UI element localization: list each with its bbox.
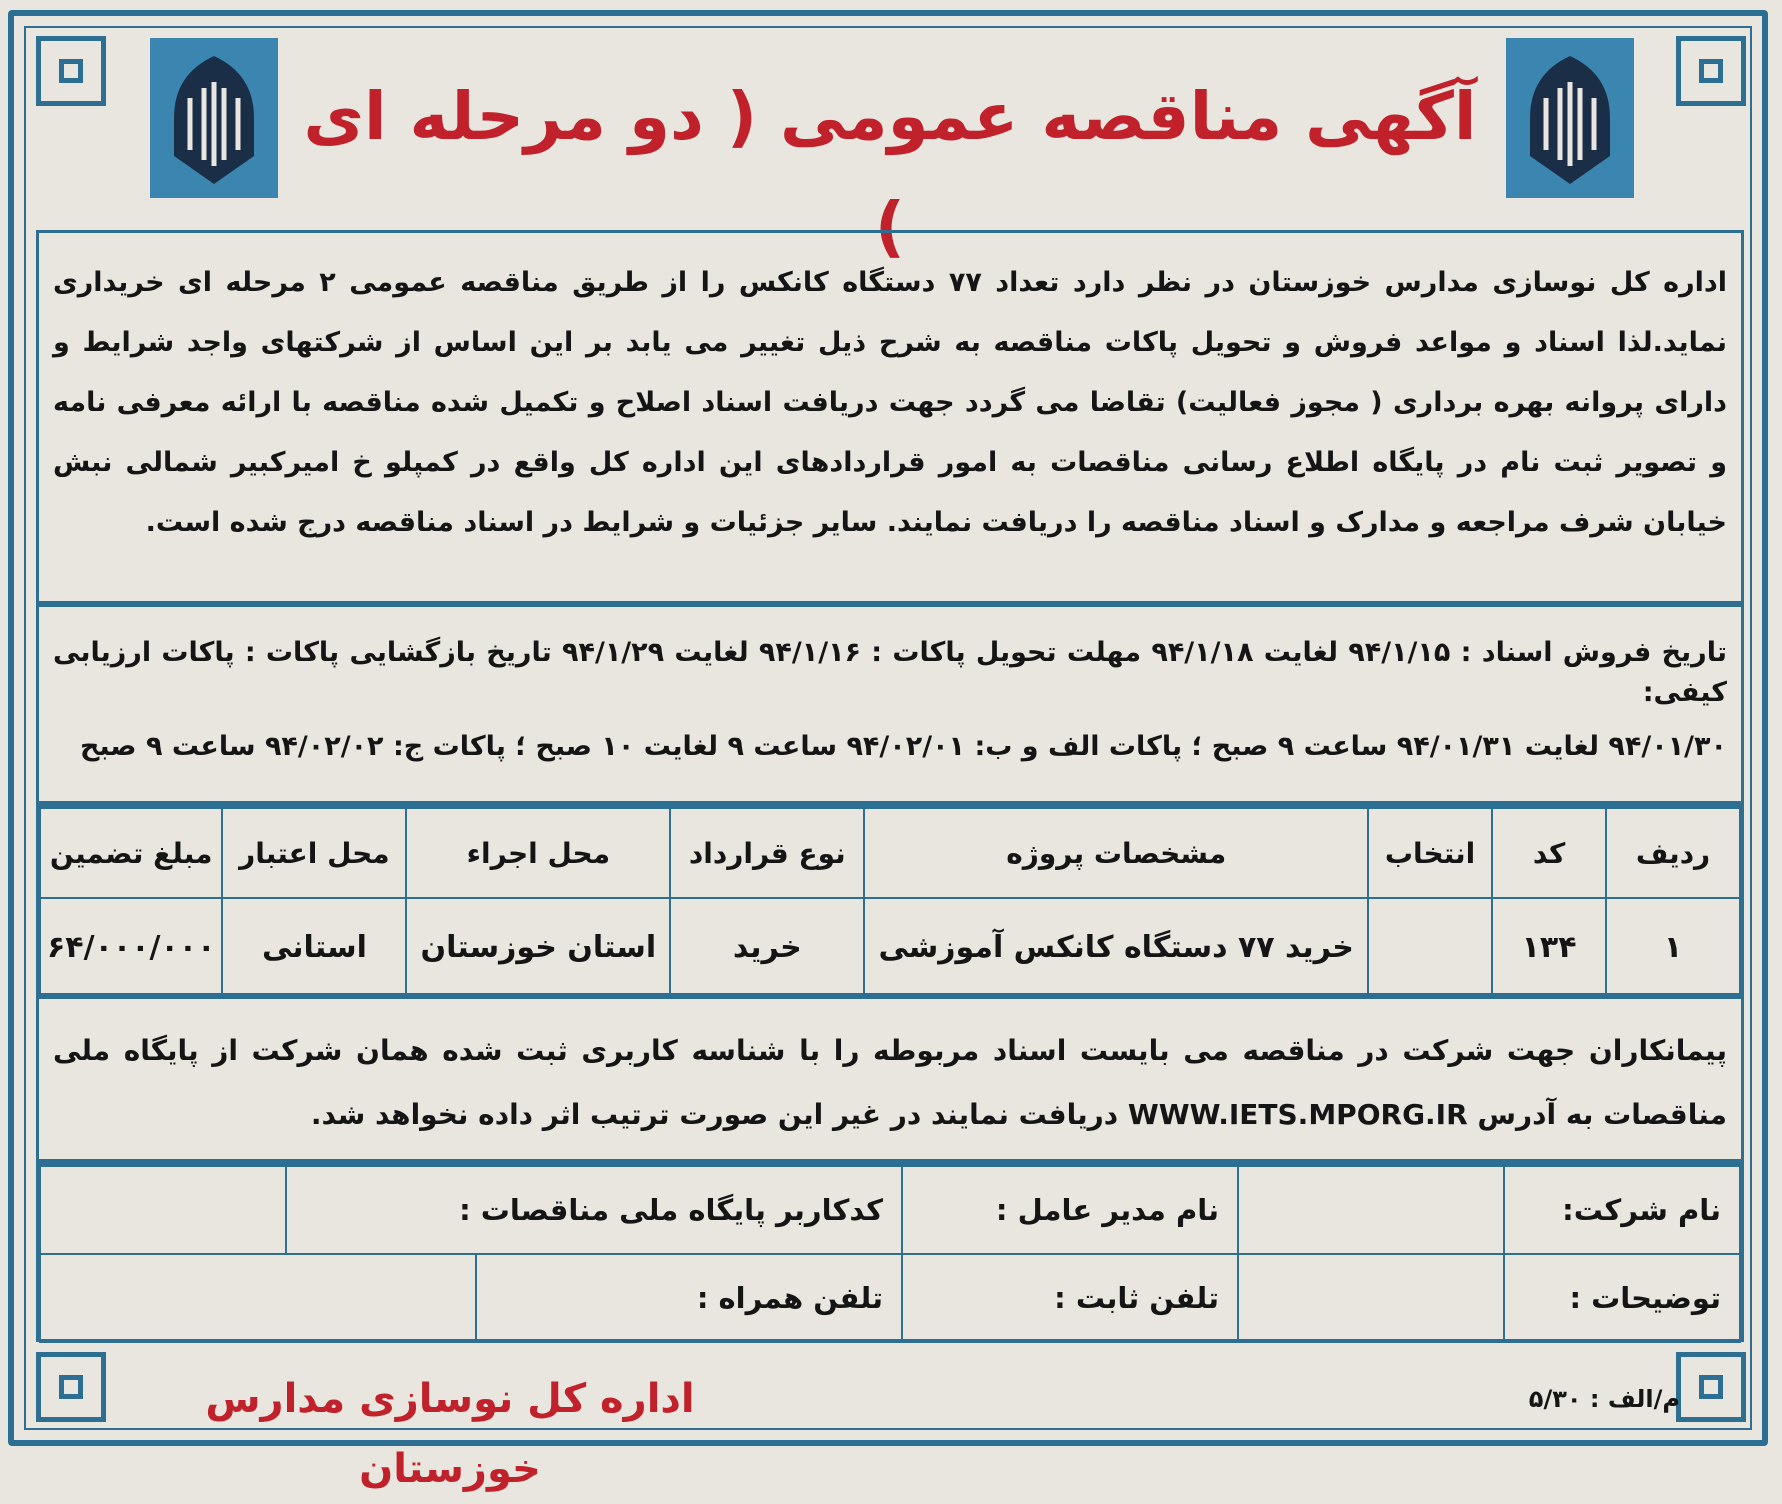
dates-line-2: ۹۴/۰۱/۳۰ لغایت ۹۴/۰۱/۳۱ ساعت ۹ صبح ؛ پاکات الف و ب: ۹۴/۰۲/۰۱ ساعت ۹ لغایت ۱۰ صبح ؛ پاکات ج: ۹۴/۰۲/۰۲ ساعت ۹ صبح [79, 731, 1727, 762]
intro-paragraph: اداره کل نوسازی مدارس خوزستان در نظر دارد تعداد ۷۷ دستگاه کانکس را از طریق مناقصه عمومی ۲ مرحله ای خریداری نماید.لذا اسناد و مواعد فروش و تحویل پاکات مناقصه به شرح ذیل تغییر می یابد بر این اساس از شرکتهای واجد شرایط و دارای پروانه بهره برداری ( مجوز فعالیت) تقاضا می گردد جهت دریافت اسناد اصلاح و تکمیل شده مناقصه با ارائه معرفی نامه و تصویر ثبت نام در پایگاه اطلاع رسانی مناقصات به امور قراردادهای این اداره کل واقع در کمپلو خ امیرکبیر شمالی نبش خیابان شرف مراجعه و مدارک و اسناد مناقصه را دریافت نمایند. سایر جزئیات و شرایط در اسناد مناقصه درج شده است. [53, 267, 1727, 538]
company-form-table [39, 1165, 1741, 1343]
notes-label: توضیحات : [1504, 1254, 1740, 1342]
form-row [40, 1166, 1740, 1254]
column-header: ردیف [1606, 808, 1740, 898]
notice-paragraph: پیمانکاران جهت شرکت در مناقصه می بایست اسناد مربوطه را با شناسه کاربری ثبت شده همان شرکت از پایگاه ملی مناقصات به آدرس WWW.IETS.MPORG.IR دریافت نمایند در غیر این صورت ترتیب اثر داده نخواهد شد. [53, 1034, 1727, 1131]
table-cell: خرید [670, 898, 864, 996]
form-row [40, 1254, 1740, 1342]
corner-ornament-top-left [36, 36, 106, 106]
table-header-row [40, 808, 1740, 898]
column-header: مبلغ تضمین [40, 808, 222, 898]
notes-field [1238, 1254, 1504, 1342]
table-row [40, 898, 1740, 996]
ceo-name-label: نام مدیر عامل : [902, 1166, 1238, 1254]
intro-section [36, 230, 1744, 604]
dates-line-1: تاریخ فروش اسناد : ۹۴/۱/۱۵ لغایت ۹۴/۱/۱۸ مهلت تحویل پاکات : ۹۴/۱/۱۶ لغایت ۹۴/۱/۲۹ تاریخ بازگشایی پاکات : پاکات ارزیابی کیفی: [53, 637, 1728, 708]
table-cell: ۱ [1606, 898, 1740, 996]
company-name-label: نام شرکت: [1504, 1166, 1740, 1254]
dates-section [36, 604, 1744, 804]
table-cell: ۶۴/۰۰۰/۰۰۰ [40, 898, 222, 996]
table-cell: ۱۳۴ [1492, 898, 1606, 996]
table-cell: استانی [222, 898, 406, 996]
column-header: مشخصات پروژه [864, 808, 1368, 898]
project-table [39, 807, 1741, 997]
table-cell [1368, 898, 1492, 996]
corner-ornament-bottom-left [36, 1352, 106, 1422]
page-title: آگهی مناقصه عمومی ( دو مرحله ای ) [303, 78, 1477, 265]
mobile-label: تلفن همراه : [476, 1254, 902, 1342]
organization-logo-right [1506, 38, 1634, 198]
column-header: انتخاب [1368, 808, 1492, 898]
column-header: نوع قرارداد [670, 808, 864, 898]
landline-label: تلفن ثابت : [902, 1254, 1238, 1342]
company-form [36, 1162, 1744, 1342]
project-table-section [36, 804, 1744, 996]
column-header: محل اعتبار [222, 808, 406, 898]
notice-section [36, 996, 1744, 1162]
corner-ornament-bottom-right [1676, 1352, 1746, 1422]
user-code-label: کدکاربر پایگاه ملی مناقصات : [286, 1166, 902, 1254]
table-cell: خرید ۷۷ دستگاه کانکس آموزشی [864, 898, 1368, 996]
corner-ornament-top-right [1676, 36, 1746, 106]
column-header: کد [1492, 808, 1606, 898]
column-header: محل اجراء [406, 808, 670, 898]
user-code-field [40, 1166, 286, 1254]
table-cell: استان خوزستان [406, 898, 670, 996]
issuing-organization: اداره کل نوسازی مدارس خوزستان [205, 1376, 695, 1492]
mobile-field [40, 1254, 476, 1342]
company-name-field [1238, 1166, 1504, 1254]
reference-number: م/الف : ۵/۳۰ [1528, 1385, 1680, 1413]
organization-logo-left [150, 38, 278, 198]
